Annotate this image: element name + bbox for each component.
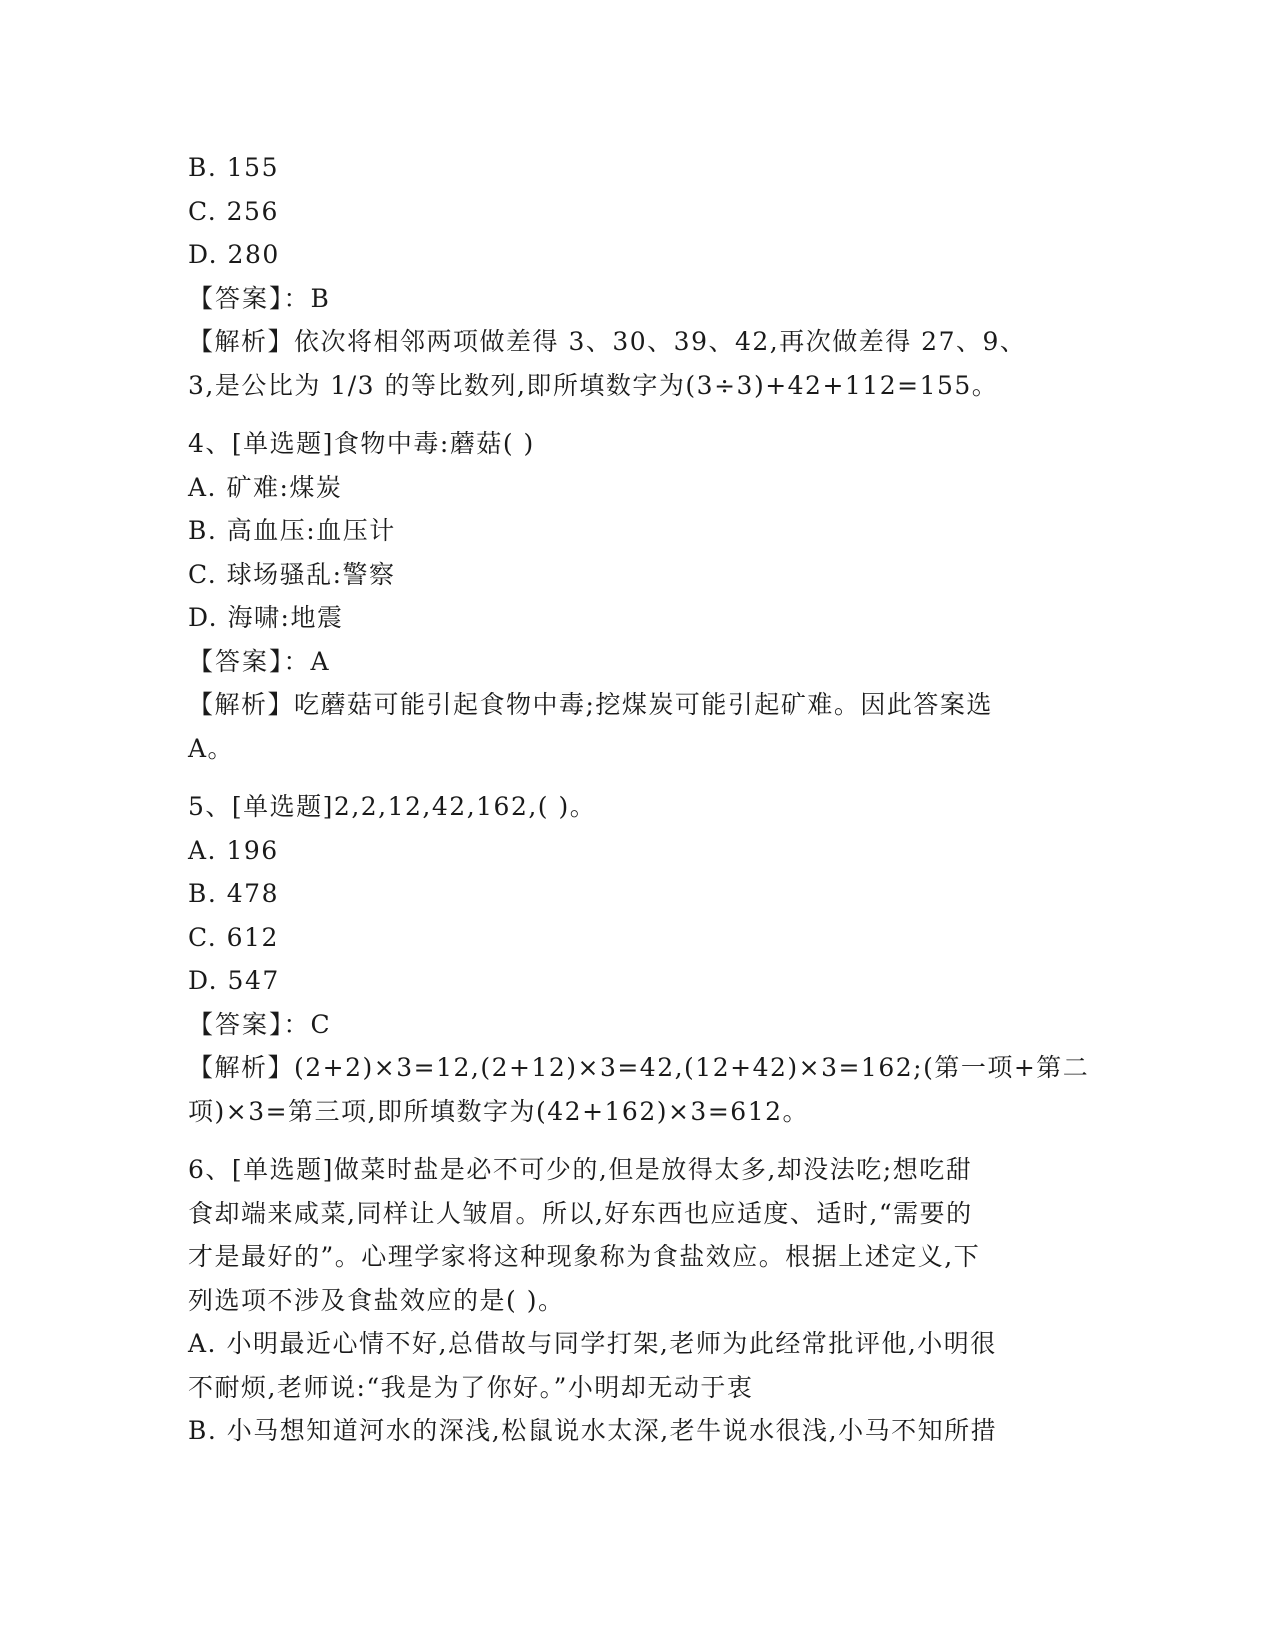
document-page (188, 146, 1088, 1453)
question-stem-line: 食却端来咸菜,同样让人皱眉。所以,好东西也应适度、适时,“需要的 (188, 1198, 973, 1228)
question-stem-line: 6、[单选题]做菜时盐是必不可少的,但是放得太多,却没法吃;想吃甜 (188, 1155, 973, 1184)
option-d: D. 547 (188, 966, 280, 995)
option-b-line: B. 小马想知道河水的深浅,松鼠说水太深,老牛说水很浅,小马不知所措 (188, 1416, 998, 1445)
analysis-line: 项)×3=第三项,即所填数字为(42+162)×3=612。 (188, 1096, 810, 1126)
question-stem: 5、[单选题]2,2,12,42,162,( )。 (188, 792, 597, 821)
option-c: C. 612 (188, 922, 279, 952)
option-a-line: 不耐烦,老师说:“我是为了你好。”小明却无动于衷 (188, 1372, 754, 1402)
answer-line: 【答案】：B (188, 283, 331, 313)
question-stem: 4、[单选题]食物中毒:蘑菇( ) (188, 429, 535, 458)
question-stem-line: 列选项不涉及食盐效应的是( )。 (188, 1285, 565, 1315)
option-a-line: A. 小明最近心情不好,总借故与同学打架,老师为此经常批评他,小明很 (188, 1329, 997, 1358)
option-d: D. 280 (188, 240, 280, 269)
option-b: B. 高血压:血压计 (188, 516, 396, 545)
question-3 (188, 146, 1088, 407)
option-c: C. 256 (188, 196, 279, 226)
analysis-line: 【解析】(2+2)×3=12,(2+12)×3=42,(12+42)×3=162;(第一项+第二 (188, 1053, 1090, 1082)
question-6 (188, 1148, 1088, 1453)
option-b: B. 155 (188, 153, 279, 182)
option-c: C. 球场骚乱:警察 (188, 559, 396, 589)
analysis-line: 【解析】依次将相邻两项做差得 3、30、39、42,再次做差得 27、9、 (188, 327, 1027, 356)
question-stem-line: 才是最好的”。心理学家将这种现象称为食盐效应。根据上述定义,下 (188, 1242, 981, 1271)
analysis-line: 【解析】吃蘑菇可能引起食物中毒;挖煤炭可能引起矿难。因此答案选 (188, 690, 993, 719)
analysis-line: 3,是公比为 1/3 的等比数列,即所填数字为(3÷3)+42+112=155。 (188, 370, 999, 400)
answer-line: 【答案】：C (188, 1009, 332, 1039)
question-5 (188, 785, 1088, 1133)
answer-line: 【答案】：A (188, 646, 331, 676)
option-d: D. 海啸:地震 (188, 603, 344, 632)
option-a: A. 矿难:煤炭 (188, 472, 343, 502)
option-a: A. 196 (188, 835, 279, 865)
analysis-line: A。 (188, 733, 235, 763)
question-4 (188, 422, 1088, 770)
option-b: B. 478 (188, 879, 279, 908)
